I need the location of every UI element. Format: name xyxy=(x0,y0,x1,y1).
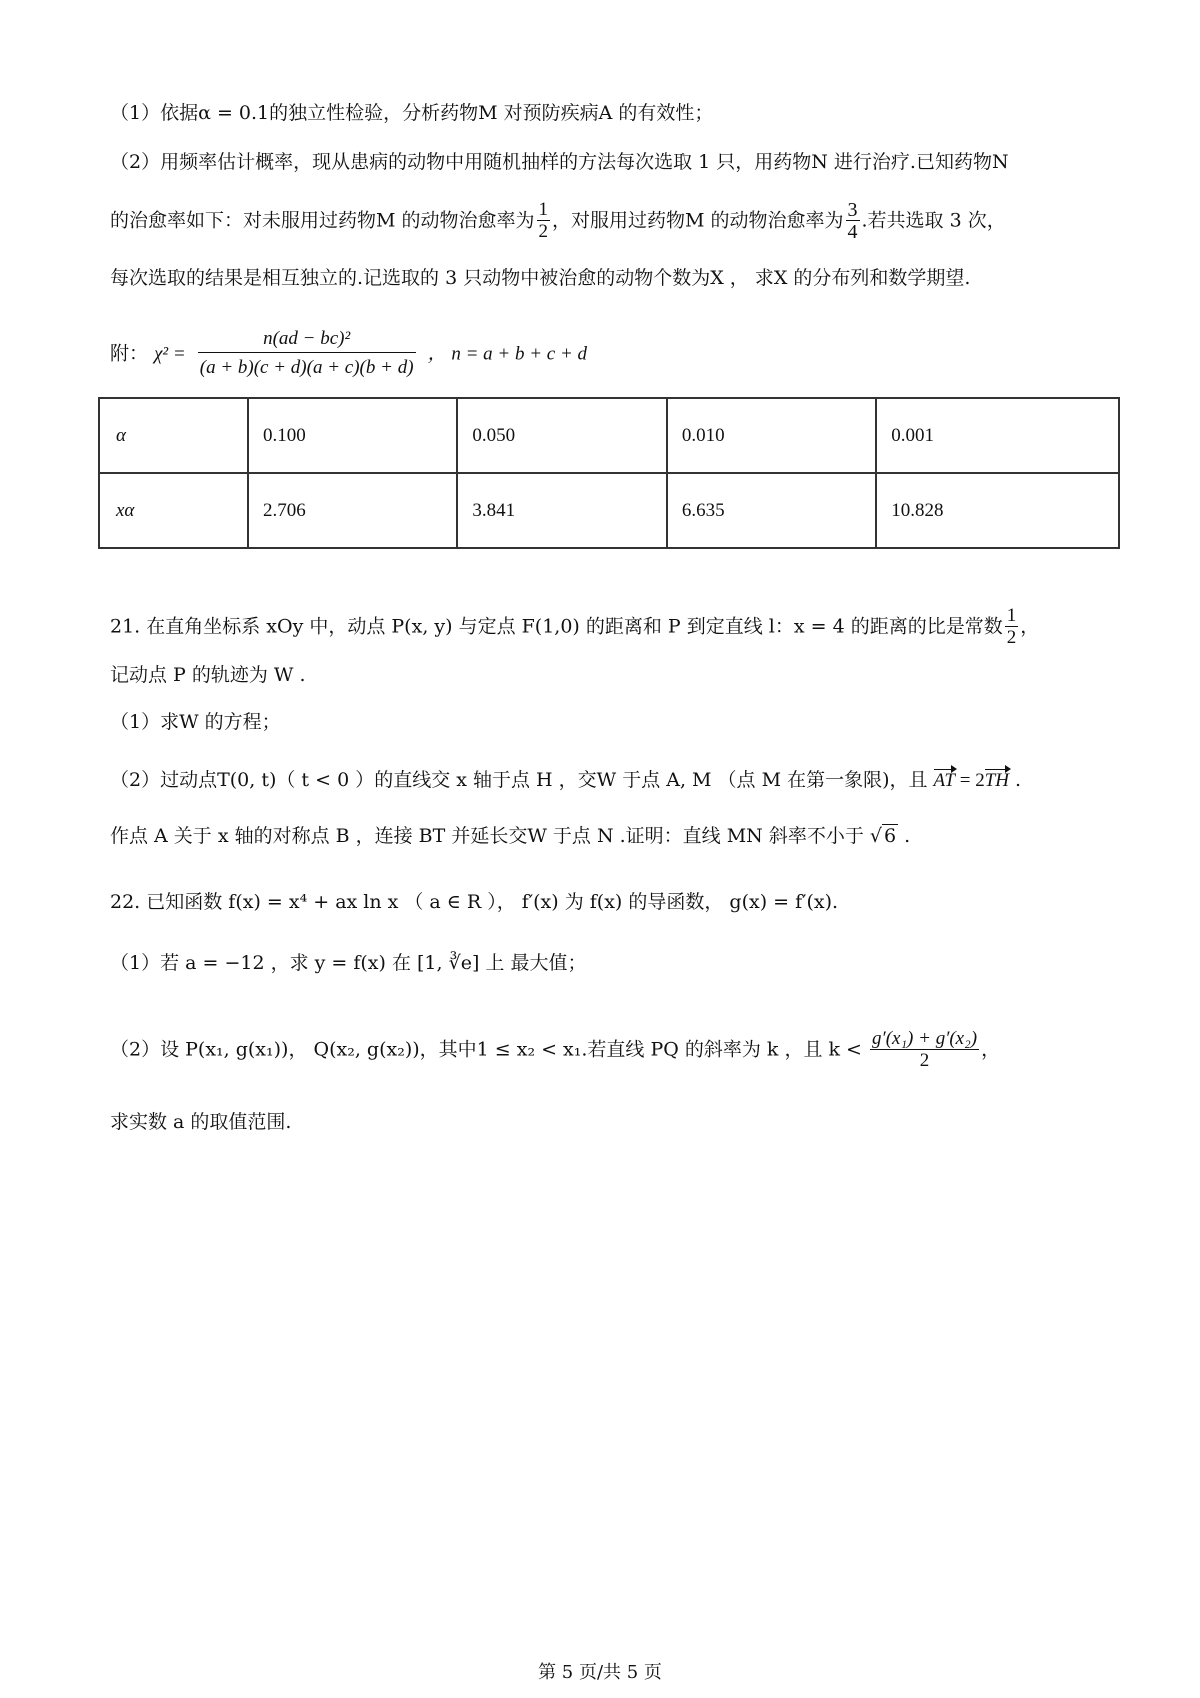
fraction-numerator: 1 xyxy=(1006,605,1017,626)
q21-part1 xyxy=(110,709,281,735)
q21-part2-line2-text: 作点 A 关于 x 轴的对称点 B ，连接 BT 并延长交W 于点 N .证明：直线 MN 斜率不小于 xyxy=(110,825,864,847)
fraction-denominator: 4 xyxy=(847,221,858,243)
chi2-n-definition: ， n = a + b + c + d xyxy=(427,343,588,365)
page-footer: 第 5 页/共 5 页 xyxy=(538,1662,662,1683)
q20-part2-line2 xyxy=(110,200,1006,243)
chi2-fraction xyxy=(198,326,416,383)
table-cell: α xyxy=(99,398,248,473)
fraction-numerator: 1 xyxy=(538,199,548,220)
q20-part2-line1-text: （2）用频率估计概率，现从患病的动物中用随机抽样的方法每次选取 1 只，用药物N 进行治疗.已知药物N xyxy=(110,151,1009,173)
derivative-average-fraction xyxy=(870,1029,979,1072)
q21-part2-line2-end: . xyxy=(898,825,911,847)
fraction-denominator: 2 xyxy=(1006,627,1017,648)
table-cell: 3.841 xyxy=(457,473,666,548)
q22-part2-line2-text: 求实数 a 的取值范围. xyxy=(110,1111,292,1133)
critical-value-table xyxy=(98,397,1120,549)
vector-at: AT xyxy=(933,770,955,791)
sqrt-six: √ 6 xyxy=(869,825,897,847)
q20-part2-line2-c: .若共选取 3 次， xyxy=(861,209,1006,232)
q20-part1 xyxy=(110,100,713,126)
q21-line1 xyxy=(110,606,1039,649)
fraction-numerator: 3 xyxy=(847,199,858,221)
q20-part2-line3 xyxy=(110,265,970,291)
q21-line1-end: ， xyxy=(1020,615,1040,638)
q20-part2-line1 xyxy=(110,149,1009,175)
q22-part2-text: （2）设 P(x₁, g(x₁))， Q(x₂, g(x₂))，其中1 ≤ x₂ < x₁.若直线 PQ 的斜率为 k ，且 k < xyxy=(110,1038,862,1061)
fraction-three-quarters xyxy=(846,200,860,243)
chi-square-formula xyxy=(110,326,587,383)
chi2-denominator: (a + b)(c + d)(a + c)(b + d) xyxy=(199,357,414,378)
table-cell: 0.050 xyxy=(457,398,666,473)
fraction-denominator: 2 xyxy=(919,1050,930,1071)
chi2-lhs: χ² = xyxy=(154,343,186,365)
sqrt-radicand: 6 xyxy=(883,825,897,847)
q21-line1-text: 21. 在直角坐标系 xOy 中，动点 P(x, y) 与定点 F(1,0) 的距离和 P 到定直线 l：x = 4 的距离的比是常数 xyxy=(110,615,1003,638)
appendix-label: 附： xyxy=(110,342,149,365)
vector-equals: = 2 xyxy=(955,770,985,791)
q21-part1-text: （1）求W 的方程； xyxy=(110,711,281,733)
chi2-numerator: n(ad − bc)² xyxy=(198,326,416,353)
q22-line1-text: 22. 已知函数 f(x) = x⁴ + ax ln x （ a ∈ R ）， f′(x) 为 f(x) 的导函数， g(x) = f′(x). xyxy=(110,891,839,913)
q22-part2 xyxy=(110,1029,1000,1072)
q22-line1 xyxy=(110,889,838,915)
q21-part2 xyxy=(110,767,1021,794)
q21-part2-text: （2）过动点T(0, t)（ t < 0 ）的直线交 x 轴于点 H ，交W 于点 A, M （点 M 在第一象限)，且 xyxy=(110,769,928,791)
q21-part2-end: . xyxy=(1009,769,1022,791)
q22-part1-text: （1）若 a = −12 ，求 y = f(x) 在 [1, ∛e] 上 最大值； xyxy=(110,952,587,974)
q22-part1 xyxy=(110,950,586,976)
q22-part2-line2 xyxy=(110,1109,291,1135)
fraction-one-half xyxy=(1005,606,1019,649)
table-cell: 10.828 xyxy=(876,473,1119,548)
fraction-one-half xyxy=(537,200,551,243)
q21-line2 xyxy=(110,662,306,688)
q20-part2-line2-b: ，对服用过药物M 的动物治愈率为 xyxy=(552,209,844,232)
q22-part2-end: ， xyxy=(981,1038,1001,1061)
table-cell: xα xyxy=(99,473,248,548)
q21-part2-line2 xyxy=(110,823,910,849)
table-cell: 0.010 xyxy=(667,398,876,473)
fraction-denominator: 2 xyxy=(538,221,548,242)
q20-part1-text: （1）依据α = 0.1的独立性检验，分析药物M 对预防疾病A 的有效性； xyxy=(110,102,714,124)
vector-th: TH xyxy=(984,770,1010,791)
q20-part2-line3-text: 每次选取的结果是相互独立的.记选取的 3 只动物中被治愈的动物个数为X ， 求X 的分布列和数学期望. xyxy=(110,267,971,289)
table-cell: 0.100 xyxy=(248,398,457,473)
table-cell: 6.635 xyxy=(667,473,876,548)
table-row xyxy=(99,473,1119,548)
q20-part2-line2-a: 的治愈率如下：对未服用过药物M 的动物治愈率为 xyxy=(110,209,535,232)
table-cell: 0.001 xyxy=(876,398,1119,473)
fraction-numerator: g′(x₁) + g′(x₂) xyxy=(872,1028,978,1049)
table-row xyxy=(99,398,1119,473)
table-cell: 2.706 xyxy=(248,473,457,548)
q21-line2-text: 记动点 P 的轨迹为 W . xyxy=(110,664,306,686)
